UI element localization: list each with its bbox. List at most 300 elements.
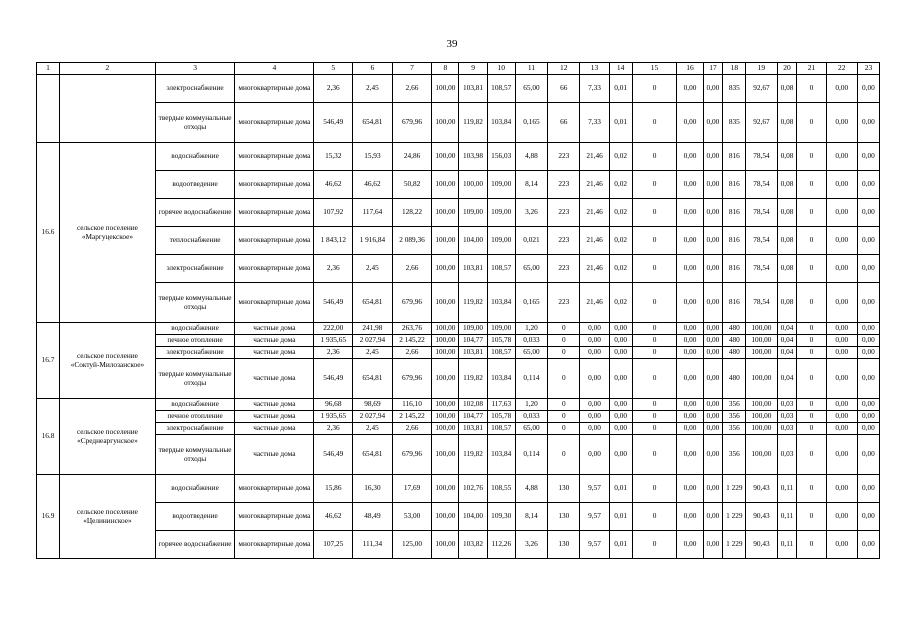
value-cell: 0,00 bbox=[703, 475, 723, 503]
service-cell: твердые коммунальные отходы bbox=[155, 359, 234, 399]
value-cell: 356 bbox=[723, 435, 746, 475]
value-cell: 0,00 bbox=[703, 171, 723, 199]
value-cell: 2 027,94 bbox=[353, 411, 393, 423]
value-cell: 0,02 bbox=[609, 227, 632, 255]
value-cell: 835 bbox=[723, 103, 746, 143]
value-cell: 0 bbox=[797, 335, 826, 347]
value-cell: 21,46 bbox=[580, 199, 609, 227]
column-header: 1 bbox=[37, 63, 60, 75]
column-header: 14 bbox=[609, 63, 632, 75]
value-cell: 109,30 bbox=[487, 503, 515, 531]
value-cell: 0,04 bbox=[777, 359, 797, 399]
value-cell: 2,66 bbox=[392, 255, 432, 283]
value-cell: 100,00 bbox=[432, 283, 459, 323]
value-cell: 0,00 bbox=[857, 75, 879, 103]
value-cell: 480 bbox=[723, 323, 746, 335]
value-cell: 65,00 bbox=[515, 423, 547, 435]
column-header: 5 bbox=[314, 63, 353, 75]
value-cell: 0,00 bbox=[826, 199, 857, 227]
value-cell: 92,67 bbox=[746, 103, 777, 143]
value-cell: 0 bbox=[797, 199, 826, 227]
value-cell: 0 bbox=[548, 323, 580, 335]
value-cell: 0,00 bbox=[857, 103, 879, 143]
value-cell: 1 935,65 bbox=[314, 411, 353, 423]
value-cell: 0,11 bbox=[777, 475, 797, 503]
value-cell: 100,00 bbox=[432, 399, 459, 411]
value-cell: 100,00 bbox=[432, 347, 459, 359]
value-cell: 0,03 bbox=[777, 423, 797, 435]
table-row bbox=[37, 227, 880, 255]
value-cell: 1 229 bbox=[723, 475, 746, 503]
value-cell: 100,00 bbox=[746, 323, 777, 335]
value-cell: 0,00 bbox=[609, 347, 632, 359]
service-cell: печное отопление bbox=[155, 411, 234, 423]
value-cell: 119,82 bbox=[459, 283, 487, 323]
value-cell: 0,04 bbox=[777, 323, 797, 335]
settlement-name: сельское поселение «Целининское» bbox=[59, 475, 155, 559]
value-cell: 0,04 bbox=[777, 335, 797, 347]
value-cell: 21,46 bbox=[580, 171, 609, 199]
value-cell: 1 229 bbox=[723, 503, 746, 531]
value-cell: 0,00 bbox=[703, 227, 723, 255]
value-cell: 0 bbox=[632, 75, 677, 103]
value-cell: 546,49 bbox=[314, 359, 353, 399]
value-cell: 108,57 bbox=[487, 75, 515, 103]
table-row bbox=[37, 399, 880, 411]
value-cell: 96,68 bbox=[314, 399, 353, 411]
value-cell: 0,00 bbox=[857, 423, 879, 435]
table-body bbox=[37, 63, 880, 559]
settlement-number: 16.6 bbox=[37, 143, 60, 323]
value-cell: 0,00 bbox=[580, 323, 609, 335]
value-cell: 108,57 bbox=[487, 423, 515, 435]
value-cell: 0,00 bbox=[703, 423, 723, 435]
value-cell: 356 bbox=[723, 423, 746, 435]
settlement-name: сельское поселение «Среднеаргунское» bbox=[59, 399, 155, 475]
value-cell: 0,03 bbox=[777, 411, 797, 423]
value-cell: 0,00 bbox=[857, 399, 879, 411]
value-cell: 0 bbox=[632, 227, 677, 255]
value-cell: 546,49 bbox=[314, 435, 353, 475]
value-cell: 119,82 bbox=[459, 359, 487, 399]
value-cell: 116,10 bbox=[392, 399, 432, 411]
value-cell: 21,46 bbox=[580, 143, 609, 171]
value-cell: 356 bbox=[723, 399, 746, 411]
value-cell: 816 bbox=[723, 255, 746, 283]
value-cell: 0 bbox=[632, 531, 677, 559]
housing-type-cell: многоквартирные дома bbox=[235, 503, 314, 531]
value-cell: 0,00 bbox=[609, 435, 632, 475]
value-cell: 0,08 bbox=[777, 75, 797, 103]
housing-type-cell: частные дома bbox=[235, 411, 314, 423]
value-cell: 0,00 bbox=[703, 399, 723, 411]
value-cell: 109,00 bbox=[487, 323, 515, 335]
value-cell: 109,00 bbox=[459, 199, 487, 227]
table-row bbox=[37, 335, 880, 347]
value-cell: 223 bbox=[548, 227, 580, 255]
value-cell: 223 bbox=[548, 199, 580, 227]
service-cell: водоотведение bbox=[155, 503, 234, 531]
value-cell: 241,98 bbox=[353, 323, 393, 335]
value-cell: 654,81 bbox=[353, 359, 393, 399]
value-cell: 654,81 bbox=[353, 435, 393, 475]
value-cell: 109,00 bbox=[487, 199, 515, 227]
value-cell: 7,33 bbox=[580, 103, 609, 143]
value-cell: 100,00 bbox=[746, 411, 777, 423]
value-cell: 0,00 bbox=[703, 75, 723, 103]
value-cell: 2,45 bbox=[353, 347, 393, 359]
value-cell: 0,00 bbox=[826, 435, 857, 475]
value-cell: 0,00 bbox=[857, 335, 879, 347]
settlement-name: сельское поселение «Соктуй-Милозанское» bbox=[59, 323, 155, 399]
value-cell: 0 bbox=[548, 359, 580, 399]
column-header: 19 bbox=[746, 63, 777, 75]
value-cell: 17,69 bbox=[392, 475, 432, 503]
value-cell: 9,57 bbox=[580, 503, 609, 531]
value-cell: 223 bbox=[548, 143, 580, 171]
value-cell: 0,00 bbox=[857, 143, 879, 171]
value-cell: 105,78 bbox=[487, 411, 515, 423]
value-cell: 15,32 bbox=[314, 143, 353, 171]
table-row bbox=[37, 75, 880, 103]
value-cell: 65,00 bbox=[515, 75, 547, 103]
value-cell: 78,54 bbox=[746, 199, 777, 227]
value-cell: 0,00 bbox=[580, 435, 609, 475]
value-cell: 654,81 bbox=[353, 283, 393, 323]
value-cell: 0 bbox=[797, 411, 826, 423]
value-cell: 0,08 bbox=[777, 283, 797, 323]
value-cell: 100,00 bbox=[432, 323, 459, 335]
value-cell: 0 bbox=[632, 423, 677, 435]
service-cell: водоснабжение bbox=[155, 399, 234, 411]
value-cell: 0,00 bbox=[677, 171, 703, 199]
value-cell: 0,00 bbox=[677, 323, 703, 335]
value-cell: 100,00 bbox=[432, 143, 459, 171]
value-cell: 103,81 bbox=[459, 347, 487, 359]
table-row bbox=[37, 423, 880, 435]
housing-type-cell: многоквартирные дома bbox=[235, 171, 314, 199]
value-cell: 0 bbox=[797, 359, 826, 399]
value-cell: 223 bbox=[548, 255, 580, 283]
value-cell: 0,00 bbox=[703, 143, 723, 171]
value-cell: 128,22 bbox=[392, 199, 432, 227]
value-cell: 3,26 bbox=[515, 531, 547, 559]
value-cell: 0,114 bbox=[515, 359, 547, 399]
value-cell: 100,00 bbox=[432, 435, 459, 475]
value-cell: 100,00 bbox=[746, 359, 777, 399]
value-cell: 0,01 bbox=[609, 531, 632, 559]
value-cell: 0,00 bbox=[580, 399, 609, 411]
value-cell: 100,00 bbox=[432, 199, 459, 227]
service-cell: твердые коммунальные отходы bbox=[155, 103, 234, 143]
value-cell: 0,00 bbox=[703, 411, 723, 423]
housing-type-cell: многоквартирные дома bbox=[235, 75, 314, 103]
column-header: 10 bbox=[487, 63, 515, 75]
value-cell: 100,00 bbox=[432, 359, 459, 399]
table-row bbox=[37, 475, 880, 503]
value-cell: 78,54 bbox=[746, 227, 777, 255]
value-cell: 679,96 bbox=[392, 103, 432, 143]
value-cell: 103,98 bbox=[459, 143, 487, 171]
value-cell: 0,165 bbox=[515, 283, 547, 323]
value-cell: 0,03 bbox=[777, 435, 797, 475]
value-cell: 8,14 bbox=[515, 171, 547, 199]
housing-type-cell: частные дома bbox=[235, 423, 314, 435]
value-cell: 119,82 bbox=[459, 103, 487, 143]
housing-type-cell: частные дома bbox=[235, 435, 314, 475]
value-cell: 0 bbox=[548, 399, 580, 411]
value-cell: 0,00 bbox=[677, 359, 703, 399]
value-cell: 0,00 bbox=[826, 255, 857, 283]
value-cell: 1 229 bbox=[723, 531, 746, 559]
value-cell: 0,11 bbox=[777, 531, 797, 559]
value-cell: 1,20 bbox=[515, 323, 547, 335]
value-cell: 0 bbox=[632, 171, 677, 199]
value-cell: 0 bbox=[632, 199, 677, 227]
value-cell: 0,00 bbox=[703, 347, 723, 359]
value-cell: 0,033 bbox=[515, 335, 547, 347]
value-cell: 100,00 bbox=[746, 335, 777, 347]
column-header: 16 bbox=[677, 63, 703, 75]
value-cell: 100,00 bbox=[746, 435, 777, 475]
column-header: 13 bbox=[580, 63, 609, 75]
value-cell: 78,54 bbox=[746, 255, 777, 283]
value-cell: 0,01 bbox=[609, 75, 632, 103]
value-cell: 0,00 bbox=[677, 75, 703, 103]
value-cell: 0,00 bbox=[609, 423, 632, 435]
value-cell: 65,00 bbox=[515, 255, 547, 283]
value-cell: 0 bbox=[632, 399, 677, 411]
value-cell: 0,00 bbox=[703, 283, 723, 323]
value-cell: 102,76 bbox=[459, 475, 487, 503]
value-cell: 0,00 bbox=[609, 399, 632, 411]
column-header: 22 bbox=[826, 63, 857, 75]
value-cell: 90,43 bbox=[746, 475, 777, 503]
value-cell: 0,00 bbox=[703, 531, 723, 559]
value-cell: 0,02 bbox=[609, 143, 632, 171]
value-cell: 102,08 bbox=[459, 399, 487, 411]
column-header: 4 bbox=[235, 63, 314, 75]
column-header: 11 bbox=[515, 63, 547, 75]
value-cell: 223 bbox=[548, 283, 580, 323]
value-cell: 78,54 bbox=[746, 143, 777, 171]
value-cell: 0 bbox=[797, 171, 826, 199]
housing-type-cell: многоквартирные дома bbox=[235, 199, 314, 227]
value-cell: 0,165 bbox=[515, 103, 547, 143]
column-header: 2 bbox=[59, 63, 155, 75]
header-row bbox=[37, 63, 880, 75]
value-cell: 546,49 bbox=[314, 283, 353, 323]
value-cell: 0,00 bbox=[857, 255, 879, 283]
value-cell: 0,00 bbox=[857, 359, 879, 399]
table-row bbox=[37, 323, 880, 335]
value-cell: 0,08 bbox=[777, 143, 797, 171]
value-cell: 1 843,12 bbox=[314, 227, 353, 255]
table-row bbox=[37, 103, 880, 143]
value-cell: 0 bbox=[632, 411, 677, 423]
value-cell: 2,45 bbox=[353, 75, 393, 103]
value-cell: 2,66 bbox=[392, 347, 432, 359]
value-cell: 109,00 bbox=[487, 171, 515, 199]
value-cell: 104,00 bbox=[459, 227, 487, 255]
value-cell: 0 bbox=[797, 475, 826, 503]
value-cell: 0 bbox=[632, 255, 677, 283]
value-cell: 0,00 bbox=[826, 335, 857, 347]
value-cell: 119,82 bbox=[459, 435, 487, 475]
service-cell: водоснабжение bbox=[155, 323, 234, 335]
value-cell: 0,00 bbox=[677, 423, 703, 435]
housing-type-cell: многоквартирные дома bbox=[235, 143, 314, 171]
column-header: 6 bbox=[353, 63, 393, 75]
value-cell: 0 bbox=[797, 75, 826, 103]
value-cell: 0,08 bbox=[777, 227, 797, 255]
value-cell: 1 916,84 bbox=[353, 227, 393, 255]
column-header: 15 bbox=[632, 63, 677, 75]
value-cell: 0,033 bbox=[515, 411, 547, 423]
value-cell: 0,01 bbox=[609, 475, 632, 503]
value-cell: 65,00 bbox=[515, 347, 547, 359]
value-cell: 480 bbox=[723, 359, 746, 399]
value-cell: 103,82 bbox=[459, 531, 487, 559]
value-cell: 66 bbox=[548, 75, 580, 103]
value-cell: 0,02 bbox=[609, 199, 632, 227]
value-cell: 0,00 bbox=[857, 347, 879, 359]
service-cell: электроснабжение bbox=[155, 75, 234, 103]
service-cell: горячее водоснабжение bbox=[155, 199, 234, 227]
housing-type-cell: частные дома bbox=[235, 335, 314, 347]
value-cell: 46,62 bbox=[314, 171, 353, 199]
value-cell: 0,02 bbox=[609, 171, 632, 199]
settlement-number: 16.8 bbox=[37, 399, 60, 475]
value-cell: 0,00 bbox=[826, 423, 857, 435]
value-cell: 0 bbox=[632, 283, 677, 323]
service-cell: электроснабжение bbox=[155, 423, 234, 435]
value-cell: 104,77 bbox=[459, 411, 487, 423]
value-cell: 0,00 bbox=[677, 435, 703, 475]
settlement-name bbox=[59, 75, 155, 143]
value-cell: 816 bbox=[723, 283, 746, 323]
service-cell: водоотведение bbox=[155, 171, 234, 199]
value-cell: 0,00 bbox=[826, 399, 857, 411]
value-cell: 8,14 bbox=[515, 503, 547, 531]
value-cell: 130 bbox=[548, 531, 580, 559]
value-cell: 9,57 bbox=[580, 475, 609, 503]
value-cell: 0 bbox=[632, 103, 677, 143]
value-cell: 0,00 bbox=[703, 199, 723, 227]
value-cell: 0,02 bbox=[609, 283, 632, 323]
value-cell: 0 bbox=[797, 503, 826, 531]
value-cell: 78,54 bbox=[746, 283, 777, 323]
value-cell: 0,00 bbox=[703, 255, 723, 283]
value-cell: 107,25 bbox=[314, 531, 353, 559]
value-cell: 0 bbox=[797, 399, 826, 411]
value-cell: 50,82 bbox=[392, 171, 432, 199]
value-cell: 100,00 bbox=[432, 475, 459, 503]
value-cell: 100,00 bbox=[432, 531, 459, 559]
value-cell: 679,96 bbox=[392, 359, 432, 399]
housing-type-cell: частные дома bbox=[235, 323, 314, 335]
value-cell: 0,00 bbox=[677, 503, 703, 531]
value-cell: 0,00 bbox=[857, 475, 879, 503]
value-cell: 0,00 bbox=[609, 335, 632, 347]
value-cell: 0,00 bbox=[703, 435, 723, 475]
value-cell: 0,00 bbox=[677, 531, 703, 559]
value-cell: 0,00 bbox=[826, 503, 857, 531]
value-cell: 0,03 bbox=[777, 399, 797, 411]
value-cell: 2 027,94 bbox=[353, 335, 393, 347]
column-header: 20 bbox=[777, 63, 797, 75]
value-cell: 0,00 bbox=[857, 503, 879, 531]
value-cell: 0 bbox=[797, 423, 826, 435]
value-cell: 130 bbox=[548, 475, 580, 503]
table-row bbox=[37, 503, 880, 531]
value-cell: 108,55 bbox=[487, 475, 515, 503]
value-cell: 0,00 bbox=[826, 75, 857, 103]
table-row bbox=[37, 255, 880, 283]
value-cell: 0 bbox=[797, 347, 826, 359]
value-cell: 0,00 bbox=[677, 199, 703, 227]
value-cell: 100,00 bbox=[432, 75, 459, 103]
value-cell: 15,93 bbox=[353, 143, 393, 171]
value-cell: 100,00 bbox=[432, 171, 459, 199]
value-cell: 263,76 bbox=[392, 323, 432, 335]
value-cell: 0,00 bbox=[826, 359, 857, 399]
value-cell: 0 bbox=[632, 143, 677, 171]
value-cell: 816 bbox=[723, 227, 746, 255]
value-cell: 835 bbox=[723, 75, 746, 103]
value-cell: 0,00 bbox=[677, 283, 703, 323]
value-cell: 816 bbox=[723, 143, 746, 171]
value-cell: 0,11 bbox=[777, 503, 797, 531]
value-cell: 0,00 bbox=[826, 283, 857, 323]
service-cell: твердые коммунальные отходы bbox=[155, 435, 234, 475]
value-cell: 4,88 bbox=[515, 143, 547, 171]
value-cell: 100,00 bbox=[432, 227, 459, 255]
value-cell: 0 bbox=[632, 347, 677, 359]
housing-type-cell: многоквартирные дома bbox=[235, 531, 314, 559]
column-header: 8 bbox=[432, 63, 459, 75]
value-cell: 2 089,36 bbox=[392, 227, 432, 255]
value-cell: 24,86 bbox=[392, 143, 432, 171]
value-cell: 48,49 bbox=[353, 503, 393, 531]
value-cell: 0,04 bbox=[777, 347, 797, 359]
value-cell: 3,26 bbox=[515, 199, 547, 227]
value-cell: 0,00 bbox=[703, 335, 723, 347]
value-cell: 0,00 bbox=[826, 475, 857, 503]
value-cell: 0,00 bbox=[857, 435, 879, 475]
value-cell: 78,54 bbox=[746, 171, 777, 199]
value-cell: 0,00 bbox=[857, 411, 879, 423]
value-cell: 0 bbox=[632, 503, 677, 531]
value-cell: 0,00 bbox=[677, 143, 703, 171]
table-row bbox=[37, 411, 880, 423]
table-row bbox=[37, 359, 880, 399]
value-cell: 0 bbox=[797, 323, 826, 335]
value-cell: 2,45 bbox=[353, 423, 393, 435]
column-header: 7 bbox=[392, 63, 432, 75]
value-cell: 100,00 bbox=[432, 503, 459, 531]
housing-type-cell: частные дома bbox=[235, 359, 314, 399]
value-cell: 21,46 bbox=[580, 227, 609, 255]
value-cell: 1 935,65 bbox=[314, 335, 353, 347]
value-cell: 105,78 bbox=[487, 335, 515, 347]
column-header: 21 bbox=[797, 63, 826, 75]
value-cell: 2,66 bbox=[392, 423, 432, 435]
value-cell: 107,92 bbox=[314, 199, 353, 227]
value-cell: 0 bbox=[548, 347, 580, 359]
value-cell: 125,00 bbox=[392, 531, 432, 559]
value-cell: 90,43 bbox=[746, 531, 777, 559]
